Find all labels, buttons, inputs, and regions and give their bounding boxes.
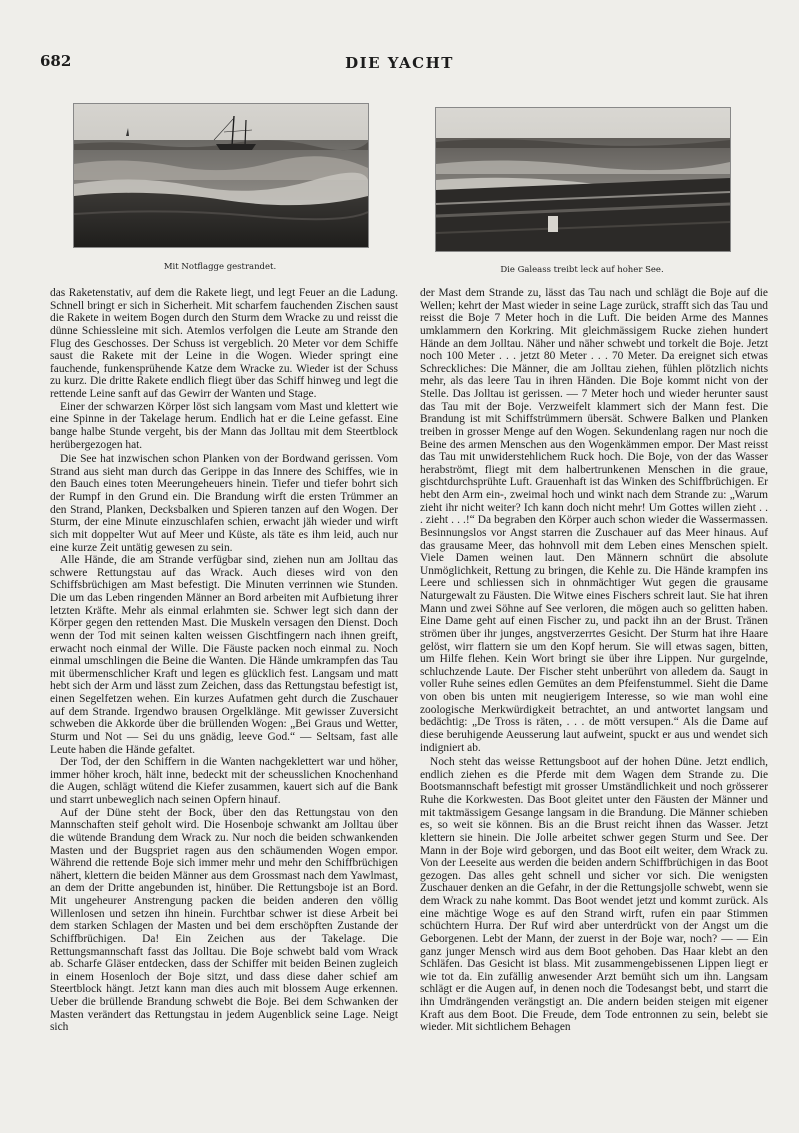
paragraph: das Raketenstativ, auf dem die Rakete liegt, und legt Feuer an die Ladung. Schnell bringt er sich in Sicherheit. Mit scharfem fauchenden Zischen saust die Rakete in weitem Bogen durch den Sturm dem Wracke zu und reisst die dünne Schiessleine mit sich. Atemlos verfolgen die Leute am Strande den Flug des Geschosses. Der Schuss ist vergeblich. 20 Meter vor dem Schiffe saust die Rakete mit der Leine in die Wogen. Wieder springt eine fauchende, funkensprühende Katze dem Wracke zu. Wieder ist der Schuss zu kurz. Die dritte Rakete endlich fliegt über das Schiff hinweg und legt die rettende Leine sanft auf das Gewirr der Wanten und Stage. — [50, 287, 398, 400]
photo-leaking-galeass — [435, 107, 731, 252]
article-column-left — [50, 287, 398, 1034]
paragraph: Die See hat inzwischen schon Planken von der Bordwand gerissen. Vom Strand aus sieht man durch das Gerippe in das Innere des Schiffes, wie in den Bauch eines toten Meerungeheuers hinein. Tiefer und tiefer bohrt sich der Rumpf in den Grund ein. Die Brandung wirft die ersten Trümmer an den Strand, Planken, Decksbalken und Spieren tanzen auf den Wogen. Der Sturm, der eine Minute einzuschlafen schien, erwacht jäh wieder und wirft sich mit doppelter Wut auf Meer und Küste, als täte es ihm leid, auch nur eine kurze Zeit untätig gewesen zu sein. — [50, 453, 398, 554]
paragraph: der Mast dem Strande zu, lässt das Tau nach und schlägt die Boje auf die Wellen; kehrt der Mast wieder in seine Lage zurück, strafft sich das Tau und reisst die Boje 7 Meter hoch in die Luft. Die beiden Arme des Mannes umklammern den Korkring. Mit gleichmässigem Rucke ziehen hundert Hände an dem Jolltau. Näher und näher schwebt und torkelt die Boje. Jetzt noch 100 Meter . . . jetzt 80 Meter . . . 70 Meter. Da ereignet sich etwas Schreckliches: Die Männer, die am Jolltau ziehen, fühlen plötzlich nichts mehr, als das leere Tau in ihren Händen. Die Boje kommt nicht von der Stelle. Das Jolltau ist gerissen. — 7 Meter hoch und wieder herunter saust das Tau mit der Boje. Verzweifelt klammert sich der Mann fest. Die Brandung ist mit Schiffstrümmern übersät. Schwere Balken und Planken treiben in grosser Menge auf den Wogen. Sekundenlang ragen nur noch die Beine des armen Menschen aus den Wogenkämmen empor. Der Mast reisst das Tau mit unwiderstehlichem Ruck hoch. Die Boje, von der das Wasser herabströmt, fliegt mit dem halbertrunkenen Menschen in die graue, gischtdurchsprühte Luft. Grauenhaft ist das Winken des Schiffbrüchigen. Er hebt den Arm ein-, zweimal hoch und winkt nach dem Strande zu: „Warum zieht ihr nicht weiter? Ich kann doch nicht mehr! Um Gottes willen zieht . . . zieht . . .!“ Da begraben den Körper auch schon wieder die Wassermassen. Besinnungslos vor Angst starren die Zuschauer auf das Meer hinaus. Auf das grausame Meer, das hohnvoll mit dem Leben eines Menschen spielt. Viele Damen weinen laut. Den Männern schnürt die absolute Unmöglichkeit, Rettung zu bringen, die Kehle zu. Die Hände krampfen ins Leere und schliessen sich in ohnmächtiger Wut gegen die grausame Naturgewalt zu Fäusten. Die Witwe eines Fischers schreit laut. Sie hat ihren Mann und zwei Söhne auf See verloren, die mögen auch so gelitten haben. Eine Dame geht auf einen Fischer zu, und packt ihn an der Brust. Tränen strömen über ihr junges, angstverzerrtes Gesicht. Der Sturm hat ihre Haare gelöst, wirr flattern sie um den Kopf herum. Sie will etwas sagen, bitten, um Hilfe flehen. Kein Wort bringt sie über ihre Lippen. Nur gurgelnde, schluchzende Laute. Der Fischer steht unberührt von alledem da. Saugt in voller Ruhe seines edlen Gemütes an dem Pfeifenstummel. Sieht die Dame von oben bis unten mit neugierigem Interesse, so wie man wohl eine zoologische Merkwürdigkeit betrachtet, an und antwortet langsam und bedächtig: „De Tross is räten, . . . de mött versupen.“ Als die Dame auf diese beruhigende Aeusserung laut aufweint, spuckt er aus und wendet sich indigniert ab. — [420, 287, 768, 754]
running-header: DIE YACHT — [345, 54, 454, 72]
page-number: 682 — [40, 52, 72, 70]
article-column-right — [420, 287, 768, 1034]
paragraph: Auf der Düne steht der Bock, über den das Rettungstau von den Mannschaften steif geholt wird. Die Hosenboje schwankt am Jolltau über die wütende Brandung dem Wrack zu. Nur noch die beiden schwankenden Masten und der Bugspriet ragen aus den schäumenden Wogen empor. Während die rettende Boje sich immer mehr und mehr den Schiffbrüchigen nähert, klettern die beiden Männer aus dem Grossmast nach dem Yawlmast, an dem der Dritte angebunden ist, hinüber. Die Rettungsboje ist an Bord. Mit ungeheurer Anstrengung packen die beiden anderen den völlig Willenlosen und setzen ihn hinein. Furchtbar schwer ist diese Arbeit bei dem starken Schlagen der Masten und bei dem erschöpften Zustande der Schiffbrüchigen. Da! Ein Zeichen aus der Takelage. Die Rettungsmannschaft fasst das Jolltau. Die Boje schwebt bald vom Wrack ab. Scharfe Gläser entdecken, dass der Schiffer mit beiden Beinen zugleich in einem Hosenloch der Boje sitzt, und dass diese daher schief am Steertblock hängt. Jetzt kann man dies auch mit blossem Auge erkennen. Ueber die brüllende Brandung schwebt die Boje. Bei dem Schwanken der Masten verändert das Rettungstau in jedem Augenblick seine Lage. Neigt sich — [50, 806, 398, 1034]
paragraph: Alle Hände, die am Strande verfügbar sind, ziehen nun am Jolltau das schwere Rettungstau auf das Wrack. Auch dieses wird von den Schiffsbrüchigen am Mast befestigt. Die Minuten verrinnen wie Stunden. Die um das Leben ringenden Männer an Bord arbeiten mit Aufbietung ihrer letzten Kräfte. Mehr als einmal erlahmten sie. Schwer legt sich dann der Körper gegen den rettenden Mast. Die Muskeln versagen den Dienst. Doch wenn der Tod mit seinen kalten weissen Gischtfingern nach ihnen greift, erwacht noch einmal der Wille. Die Fäuste packen noch einmal zu. Noch einmal umschlingen die Beine die Wanten. Die Hände umkrampfen das Tau mit übermenschlicher Kraft und legen es glücklich fest. Langsam und matt hebt sich der Arm und lässt zum Zeichen, dass das Rettungstau befestigt ist, einen Segelfetzen wehen. Ein kurzes Aufatmen geht durch die Zuschauer auf dem Strande. Irgendwo brausen Orgelklänge. Mit gewisser Zuversicht schweben die Akkorde über die brüllenden Wogen: „Bei Graus und Wetter, Sturm und Not — Sei du uns gnädig, leeve God.“ — Seltsam, fast alle Leute haben die Hände gefaltet. — [50, 554, 398, 756]
figure-caption-2: Die Galeass treibt leck auf hoher See. — [500, 265, 664, 275]
figure-caption-1: Mit Notflagge gestrandet. — [163, 262, 277, 272]
paragraph: Noch steht das weisse Rettungsboot auf der hohen Düne. Jetzt endlich, endlich ziehen es die Pferde mit dem Wagen dem Strande zu. Die Bootsmannschaft befestigt mit grosser Umständlichkeit und noch grösserer Ruhe die Korkwesten. Das Boot gleitet unter den Fäusten der Männer und mit taktmässigem Gesange langsam in die Brandung. Die Männer schieben es, so weit sie können. Bis an die Brust reicht ihnen das Wasser. Jetzt klettern sie hinein. Die Jolle arbeitet schwer gegen Sturm und See. Der Mann in der Boje wird geborgen, und das Boot eilt weiter, dem Wrack zu. Von der Leeseite aus werden die beiden andern Schiffbrüchigen in das Boot gezogen. Das alles geht schnell und sicher vor sich. Die wenigsten Zuschauer denken an die Gefahr, in der die Rettungsjolle schwebt, wenn sie dem Wrack zu nahe kommt. Das Boot wendet jetzt und kommt zurück. Als eine mächtige Woge es auf den Strand wirft, rufen ein paar Stimmen schüchtern Hurra. Der Ruf wird aber unterdrückt von der Angst um die Geborgenen. Lebt der Mann, der zuerst in der Boje war, noch? — — Ein ganz junger Mensch wird aus dem Boot gehoben. Das Haar klebt an den Schläfen. Das Gesicht ist blass. Mit zusammengebissenen Lippen liegt er wie tot da. Ein zufällig anwesender Arzt bemüht sich um ihn. Langsam schlägt er die Augen auf, in denen noch die Todesangst bebt, und starrt die ihn Umdrängenden verängstigt an. Die andern beiden steigen mit eigener Kraft aus dem Boot. Die Freude, dem Tode entronnen zu sein, belebt sie wieder. Mit sichtlichem Behagen — [420, 756, 768, 1034]
photo-stranded-ship — [73, 103, 369, 248]
paragraph: Der Tod, der den Schiffern in die Wanten nachgeklettert war und höher, immer höher kroch, hält inne, bedeckt mit der scheusslichen Knochenhand die Augen, schlägt wütend die Kiefer zusammen, kauert sich auf die Bank und starrt unbeweglich nach seinen Opfern hinauf. — [50, 756, 398, 806]
paragraph: Einer der schwarzen Körper löst sich langsam vom Mast und klettert wie eine Spinne in der Takelage herum. Endlich hat er die Leine gefasst. Eine bange halbe Stunde vergeht, bis der Mann das Jolltau mit dem Steertblock herübergezogen hat. — [50, 400, 398, 451]
